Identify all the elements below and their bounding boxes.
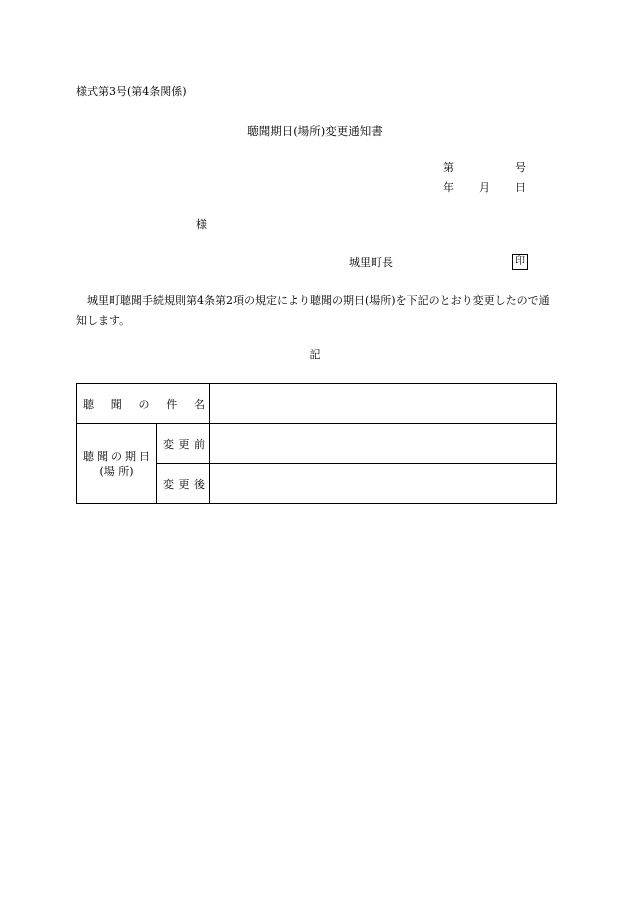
body-text: 城里町聴聞手続規則第4条第2項の規定により聴聞の期日(場所)を下記のとおり変更したので通知します。 [76,294,550,327]
reference-gou: 号 [515,161,526,174]
table-row-before [77,424,557,464]
date-month: 月 [479,181,490,194]
ki-heading: 記 [309,348,321,361]
after-value[interactable] [210,464,557,504]
change-table [76,383,557,504]
after-label: 変更後 [163,477,205,491]
date-label-line1: 聴聞の期日 [83,449,150,463]
document-title: 聴聞期日(場所)変更通知書 [247,124,383,138]
date-place-label-cell [77,424,157,504]
date-day: 日 [515,181,526,194]
reference-dai: 第 [443,161,454,174]
case-name-value[interactable] [210,384,557,424]
addressee-honorific: 様 [196,218,207,231]
case-name-label-cell [77,384,210,424]
sender-name: 城里町長 [349,256,393,269]
date-year: 年 [443,181,454,194]
seal-mark: 印 [512,254,528,270]
form-number: 様式第3号(第4条関係) [76,85,187,98]
table-row-case-name [77,384,557,424]
after-label-cell [157,464,210,504]
case-name-label: 聴聞の件名 [83,397,205,411]
before-label-cell [157,424,210,464]
before-value[interactable] [210,424,557,464]
before-label: 変更前 [163,437,205,451]
date-label-line2: (場 所) [99,464,134,478]
